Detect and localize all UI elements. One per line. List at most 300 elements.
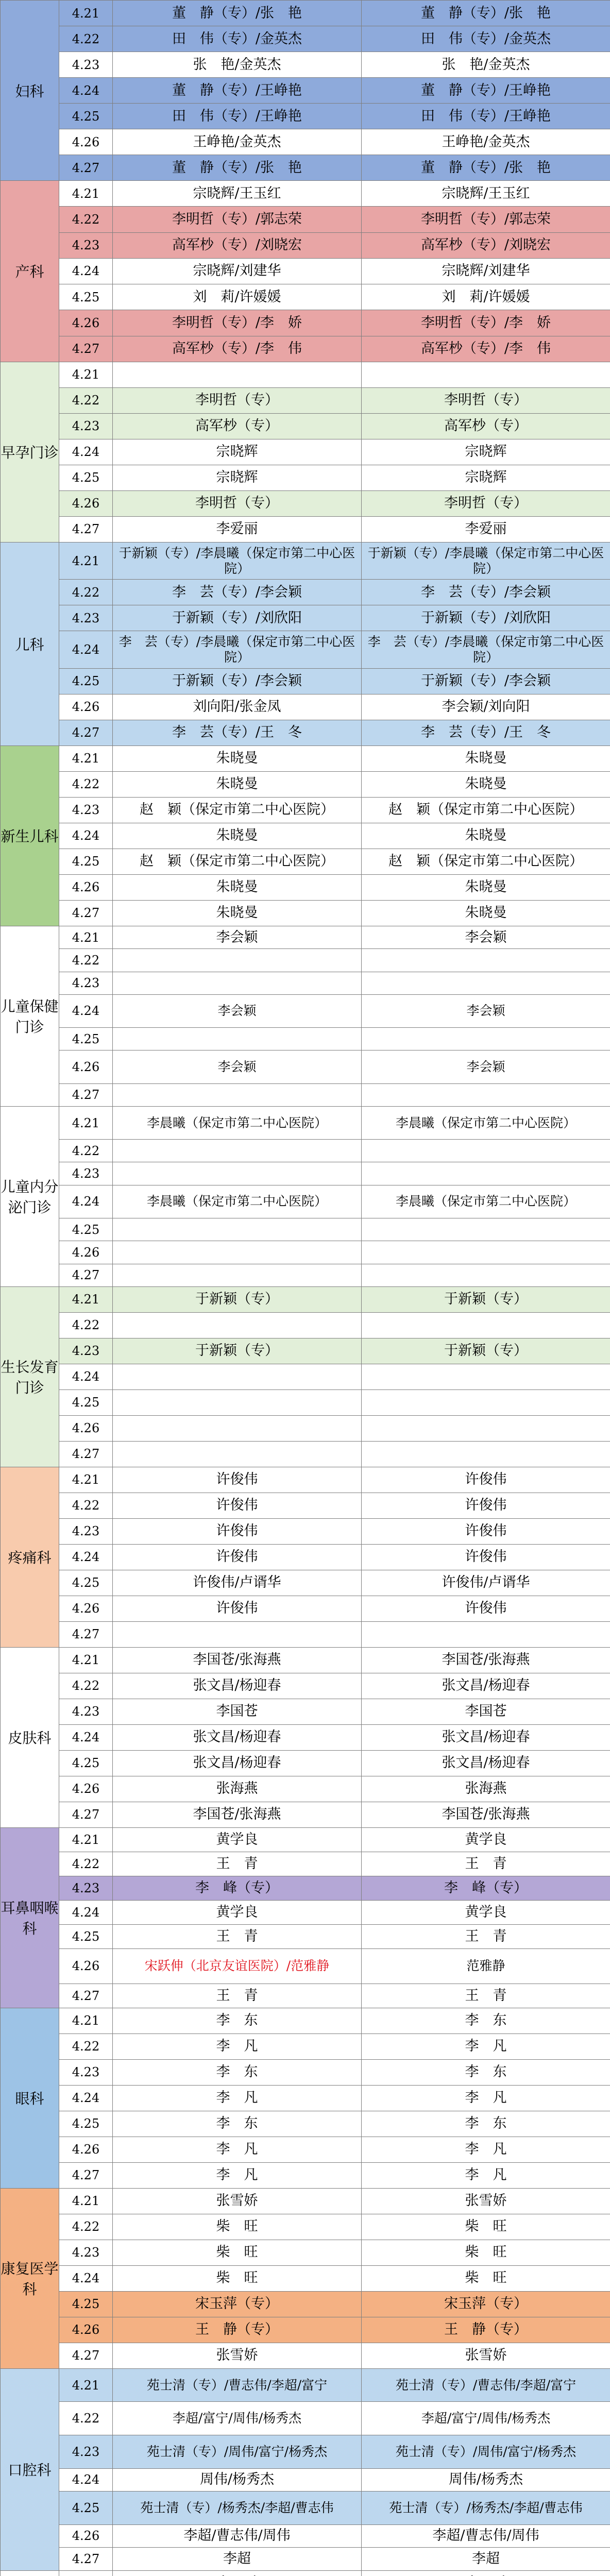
- afternoon-doctor-cell: [362, 1140, 610, 1162]
- morning-doctor-cell: 李 芸（专）/李会颖: [113, 580, 362, 605]
- morning-doctor-cell: 李 东: [113, 2008, 362, 2033]
- morning-doctor-cell: 李 凡: [113, 2085, 362, 2111]
- morning-doctor-cell: 李国苍: [113, 1699, 362, 1724]
- schedule-row: [1, 926, 610, 948]
- afternoon-doctor-cell: 李超/曹志伟/周伟: [362, 2524, 610, 2548]
- date-cell: 4.22: [59, 2402, 113, 2435]
- morning-doctor-cell: 张文昌/杨迎春: [113, 1724, 362, 1750]
- schedule-row: [1, 1338, 610, 1364]
- afternoon-doctor-cell: [362, 1415, 610, 1441]
- date-cell: 4.26: [59, 2317, 113, 2343]
- department-name: 早孕门诊: [1, 362, 59, 542]
- morning-doctor-cell: 李会颖: [113, 994, 362, 1027]
- afternoon-doctor-cell: 宗晓辉: [362, 439, 610, 465]
- morning-doctor-cell: 李晨曦（保定市第二中心医院）: [113, 1106, 362, 1139]
- morning-doctor-cell: 李超/曹志伟/周伟: [113, 2524, 362, 2548]
- afternoon-doctor-cell: 朱晓曼: [362, 900, 610, 926]
- afternoon-doctor-cell: 黄学良: [362, 1827, 610, 1852]
- morning-doctor-cell: 刘向阳/张金凤: [113, 694, 362, 720]
- schedule-row: [1, 1162, 610, 1185]
- schedule-row: [1, 2188, 610, 2214]
- afternoon-doctor-cell: 李 芸（专）/李会颖: [362, 580, 610, 605]
- morning-doctor-cell: 张文昌/杨迎春: [113, 1750, 362, 1776]
- afternoon-doctor-cell: 李晨曦（保定市第二中心医院）: [362, 1185, 610, 1218]
- morning-doctor-cell: 张雪娇: [113, 2188, 362, 2214]
- morning-doctor-cell: 李明哲（专）/郭志荣: [113, 207, 362, 232]
- morning-doctor-cell: 朱晓曼: [113, 900, 362, 926]
- date-cell: 4.23: [59, 605, 113, 631]
- department-name: 妇科: [1, 1, 59, 181]
- afternoon-doctor-cell: 柴 旺: [362, 2214, 610, 2240]
- date-cell: 4.22: [59, 1852, 113, 1876]
- morning-doctor-cell: 赵 颖（保定市第二中心医院）: [113, 849, 362, 874]
- schedule-row: [1, 129, 610, 155]
- afternoon-doctor-cell: 张文昌/杨迎春: [362, 1724, 610, 1750]
- date-cell: 4.25: [59, 1750, 113, 1776]
- afternoon-doctor-cell: [362, 362, 610, 387]
- date-cell: 4.23: [59, 1876, 113, 1900]
- morning-doctor-cell: 苑士清（专）/曹志伟/李超/富宁: [113, 2368, 362, 2402]
- morning-doctor-cell: 柴 旺: [113, 2265, 362, 2291]
- afternoon-doctor-cell: 刘 莉/许媛媛: [362, 284, 610, 310]
- afternoon-doctor-cell: 宗晓辉/刘建华: [362, 258, 610, 284]
- date-cell: 4.25: [59, 104, 113, 129]
- date-cell: 4.23: [59, 2059, 113, 2085]
- afternoon-doctor-cell: [362, 1083, 610, 1106]
- morning-doctor-cell: [113, 1140, 362, 1162]
- department-name: 儿童内分泌门诊: [1, 1106, 59, 1286]
- date-cell: 4.24: [59, 1724, 113, 1750]
- afternoon-doctor-cell: 于新颖（专）/李会颖: [362, 668, 610, 694]
- afternoon-doctor-cell: 许俊伟: [362, 1596, 610, 1621]
- morning-doctor-cell: 许俊伟: [113, 1493, 362, 1518]
- afternoon-doctor-cell: [362, 1389, 610, 1415]
- schedule-row: [1, 1050, 610, 1083]
- afternoon-doctor-cell: 李会颖/刘向阳: [362, 694, 610, 720]
- morning-doctor-cell: 李晨曦（保定市第二中心医院）: [113, 1185, 362, 1218]
- date-cell: 4.24: [59, 2468, 113, 2492]
- schedule-row: [1, 631, 610, 669]
- morning-doctor-cell: [113, 1264, 362, 1286]
- afternoon-doctor-cell: 李 凡: [362, 2137, 610, 2162]
- morning-doctor-cell: [113, 1389, 362, 1415]
- afternoon-doctor-cell: 李 东: [362, 2059, 610, 2085]
- date-cell: 4.27: [59, 1264, 113, 1286]
- date-cell: 4.25: [59, 1924, 113, 1948]
- afternoon-doctor-cell: 董 静（专）/王峥艳: [362, 78, 610, 104]
- afternoon-doctor-cell: 张文昌/杨迎春: [362, 1750, 610, 1776]
- afternoon-doctor-cell: 朱晓曼: [362, 771, 610, 797]
- afternoon-doctor-cell: 张海燕: [362, 1776, 610, 1802]
- date-cell: 4.26: [59, 490, 113, 516]
- afternoon-doctor-cell: 李 芸（专）/王 冬: [362, 720, 610, 745]
- morning-doctor-cell: [113, 1083, 362, 1106]
- morning-doctor-cell: 于新颖（专）/李会颖: [113, 668, 362, 694]
- date-cell: 4.24: [59, 258, 113, 284]
- date-cell: 4.22: [59, 207, 113, 232]
- schedule-row: [1, 745, 610, 771]
- department-name: 新生儿科: [1, 745, 59, 926]
- morning-doctor-cell: [113, 2570, 362, 2576]
- schedule-row: [1, 2111, 610, 2137]
- date-cell: 4.25: [59, 849, 113, 874]
- schedule-row: [1, 1441, 610, 1467]
- afternoon-doctor-cell: 张文昌/杨迎春: [362, 1673, 610, 1699]
- afternoon-doctor-cell: [362, 1241, 610, 1264]
- date-cell: 4.24: [59, 823, 113, 849]
- schedule-row: [1, 2548, 610, 2571]
- schedule-row: [1, 387, 610, 413]
- schedule-row: [1, 994, 610, 1027]
- date-cell: 4.21: [59, 2008, 113, 2033]
- morning-doctor-cell: 李国苍/张海燕: [113, 1647, 362, 1673]
- afternoon-doctor-cell: [362, 1218, 610, 1241]
- morning-doctor-cell: 苑士清（专）/周伟/富宁/杨秀杰: [113, 2435, 362, 2468]
- schedule-row: [1, 2368, 610, 2402]
- date-cell: 4.25: [59, 1218, 113, 1241]
- date-cell: 4.26: [59, 1415, 113, 1441]
- department-name: 口腔科: [1, 2368, 59, 2570]
- afternoon-doctor-cell: 李超/富宁/周伟/杨秀杰: [362, 2402, 610, 2435]
- schedule-row: [1, 605, 610, 631]
- schedule-row: [1, 2468, 610, 2492]
- morning-doctor-cell: 李 东: [113, 2111, 362, 2137]
- schedule-row: [1, 1364, 610, 1389]
- schedule-row: [1, 2492, 610, 2525]
- date-cell: 4.22: [59, 580, 113, 605]
- afternoon-doctor-cell: 赵 颖（保定市第二中心医院）: [362, 849, 610, 874]
- morning-doctor-cell: 董 静（专）/张 艳: [113, 1, 362, 26]
- morning-doctor-cell: 许俊伟: [113, 1518, 362, 1544]
- schedule-row: [1, 2402, 610, 2435]
- schedule-row: [1, 310, 610, 336]
- date-cell: 4.27: [59, 900, 113, 926]
- date-cell: 4.27: [59, 2343, 113, 2368]
- afternoon-doctor-cell: 黄学良: [362, 1900, 610, 1924]
- date-cell: 4.27: [59, 720, 113, 745]
- schedule-row: [1, 78, 610, 104]
- afternoon-doctor-cell: [362, 1621, 610, 1647]
- schedule-row: [1, 1140, 610, 1162]
- schedule-row: [1, 668, 610, 694]
- schedule-row: [1, 207, 610, 232]
- date-cell: 4.21: [59, 1286, 113, 1312]
- morning-doctor-cell: 高军杪（专）/李 伟: [113, 336, 362, 362]
- afternoon-doctor-cell: 王 静（专）: [362, 2317, 610, 2343]
- afternoon-doctor-cell: 王 青: [362, 1924, 610, 1948]
- date-cell: 4.27: [59, 155, 113, 181]
- morning-doctor-cell: 张雪娇: [113, 2343, 362, 2368]
- morning-doctor-cell: 李 凡: [113, 2137, 362, 2162]
- schedule-row: [1, 823, 610, 849]
- morning-doctor-cell: [113, 1241, 362, 1264]
- morning-doctor-cell: 王 青: [113, 1924, 362, 1948]
- afternoon-doctor-cell: 朱晓曼: [362, 745, 610, 771]
- morning-doctor-cell: 李会颖: [113, 926, 362, 948]
- date-cell: 4.23: [59, 2240, 113, 2265]
- date-cell: 4.21: [59, 2188, 113, 2214]
- schedule-row: [1, 52, 610, 78]
- date-cell: 4.23: [59, 972, 113, 994]
- date-cell: 4.22: [59, 26, 113, 52]
- morning-doctor-cell: 田 伟（专）/金英杰: [113, 26, 362, 52]
- morning-doctor-cell: [113, 1218, 362, 1241]
- morning-doctor-cell: 许俊伟: [113, 1544, 362, 1570]
- afternoon-doctor-cell: 董 静（专）/张 艳: [362, 155, 610, 181]
- date-cell: 4.22: [59, 1312, 113, 1338]
- morning-doctor-cell: 柴 旺: [113, 2214, 362, 2240]
- afternoon-doctor-cell: 李 东: [362, 2111, 610, 2137]
- date-cell: 4.25: [59, 668, 113, 694]
- date-cell: 4.26: [59, 1241, 113, 1264]
- morning-doctor-cell: 于新颖（专）/刘欣阳: [113, 605, 362, 631]
- schedule-row: [1, 1876, 610, 1900]
- schedule-row: [1, 2524, 610, 2548]
- date-cell: 4.27: [59, 336, 113, 362]
- afternoon-doctor-cell: 李 东: [362, 2008, 610, 2033]
- schedule-row: [1, 26, 610, 52]
- department-name: 产科: [1, 181, 59, 362]
- schedule-row: [1, 2291, 610, 2317]
- afternoon-doctor-cell: 于新颖（专）: [362, 1286, 610, 1312]
- afternoon-doctor-cell: 王峥艳/金英杰: [362, 129, 610, 155]
- date-cell: 4.22: [59, 1493, 113, 1518]
- schedule-row: [1, 1621, 610, 1647]
- schedule-row: [1, 232, 610, 258]
- date-cell: 4.21: [59, 542, 113, 580]
- schedule-row: [1, 694, 610, 720]
- morning-doctor-cell: 李 东: [113, 2059, 362, 2085]
- afternoon-doctor-cell: 苑士清（专）/周伟/富宁/杨秀杰: [362, 2435, 610, 2468]
- date-cell: 4.21: [59, 1647, 113, 1673]
- date-cell: 4.25: [59, 1389, 113, 1415]
- morning-doctor-cell: 张文昌/杨迎春: [113, 1673, 362, 1699]
- afternoon-doctor-cell: 宗晓辉/王玉红: [362, 181, 610, 207]
- afternoon-doctor-cell: 王 青: [362, 1852, 610, 1876]
- morning-doctor-cell: 李 凡: [113, 2162, 362, 2188]
- afternoon-doctor-cell: [362, 1028, 610, 1050]
- date-cell: 4.25: [59, 2492, 113, 2525]
- afternoon-doctor-cell: 田 伟（专）/金英杰: [362, 26, 610, 52]
- schedule-row: [1, 1493, 610, 1518]
- department-name: 耳鼻咽喉科: [1, 1827, 59, 2008]
- date-cell: 4.21: [59, 362, 113, 387]
- afternoon-doctor-cell: 高军杪（专）/李 伟: [362, 336, 610, 362]
- morning-doctor-cell: 周伟/杨秀杰: [113, 2468, 362, 2492]
- morning-doctor-cell: 董 静（专）/张 艳: [113, 155, 362, 181]
- afternoon-doctor-cell: 张 艳/金英杰: [362, 52, 610, 78]
- afternoon-doctor-cell: 李明哲（专）: [362, 387, 610, 413]
- date-cell: 4.25: [59, 1028, 113, 1050]
- schedule-row: [1, 1852, 610, 1876]
- date-cell: 4.21: [59, 2368, 113, 2402]
- schedule-row: [1, 1467, 610, 1493]
- date-cell: 4.23: [59, 1162, 113, 1185]
- schedule-row: [1, 336, 610, 362]
- afternoon-doctor-cell: 田 伟（专）/王峥艳: [362, 104, 610, 129]
- schedule-row: [1, 2214, 610, 2240]
- morning-doctor-cell: 李明哲（专）/李 娇: [113, 310, 362, 336]
- morning-doctor-cell: [113, 949, 362, 972]
- morning-doctor-cell: 朱晓曼: [113, 771, 362, 797]
- afternoon-doctor-cell: 李会颖: [362, 1050, 610, 1083]
- morning-doctor-cell: 朱晓曼: [113, 874, 362, 900]
- date-cell: 4.24: [59, 2085, 113, 2111]
- schedule-row: [1, 1518, 610, 1544]
- schedule-row: [1, 874, 610, 900]
- morning-doctor-cell: 张海燕: [113, 1776, 362, 1802]
- morning-doctor-cell: 柴 旺: [113, 2240, 362, 2265]
- date-cell: 4.26: [59, 2524, 113, 2548]
- morning-doctor-cell: 许俊伟/卢谞华: [113, 1570, 362, 1596]
- schedule-row: [1, 1106, 610, 1139]
- schedule-row: [1, 2343, 610, 2368]
- date-cell: [59, 2570, 113, 2576]
- morning-doctor-cell: [113, 1415, 362, 1441]
- afternoon-doctor-cell: 李会颖: [362, 926, 610, 948]
- date-cell: 4.27: [59, 2162, 113, 2188]
- morning-doctor-cell: 李会颖: [113, 1050, 362, 1083]
- morning-doctor-cell: 苑士清（专）/杨秀杰/李超/曹志伟: [113, 2492, 362, 2525]
- morning-doctor-cell: 李 芸（专）/王 冬: [113, 720, 362, 745]
- morning-doctor-cell: 许俊伟: [113, 1467, 362, 1493]
- date-cell: 4.22: [59, 1673, 113, 1699]
- afternoon-doctor-cell: 宗晓辉: [362, 465, 610, 490]
- afternoon-doctor-cell: 李国苍: [362, 1699, 610, 1724]
- morning-doctor-cell: 宗晓辉: [113, 465, 362, 490]
- schedule-row: [1, 155, 610, 181]
- date-cell: 4.27: [59, 1621, 113, 1647]
- schedule-row: [1, 1570, 610, 1596]
- schedule-row: [1, 1083, 610, 1106]
- morning-doctor-cell: 王峥艳/金英杰: [113, 129, 362, 155]
- schedule-row: [1, 1647, 610, 1673]
- schedule-row: [1, 2265, 610, 2291]
- afternoon-doctor-cell: 张雪娇: [362, 2188, 610, 2214]
- afternoon-doctor-cell: [362, 1312, 610, 1338]
- morning-doctor-cell: 刘 莉/许媛媛: [113, 284, 362, 310]
- morning-doctor-cell: 李明哲（专）: [113, 387, 362, 413]
- date-cell: 4.24: [59, 2265, 113, 2291]
- morning-doctor-cell: [113, 1028, 362, 1050]
- schedule-row: [1, 181, 610, 207]
- schedule-row: [1, 2317, 610, 2343]
- date-cell: 4.26: [59, 1948, 113, 1984]
- date-cell: 4.22: [59, 2214, 113, 2240]
- morning-doctor-cell: 宗晓辉/王玉红: [113, 181, 362, 207]
- afternoon-doctor-cell: 李 芸（专）/李晨曦（保定市第二中心医院）: [362, 631, 610, 669]
- afternoon-doctor-cell: [362, 2570, 610, 2576]
- schedule-row: [1, 362, 610, 387]
- schedule-row: [1, 1827, 610, 1852]
- schedule-row: [1, 1312, 610, 1338]
- schedule-row: [1, 104, 610, 129]
- schedule-row: [1, 2240, 610, 2265]
- date-cell: 4.22: [59, 387, 113, 413]
- afternoon-doctor-cell: 李国苍/张海燕: [362, 1802, 610, 1827]
- morning-doctor-cell: 王 静（专）: [113, 2317, 362, 2343]
- date-cell: 4.26: [59, 1050, 113, 1083]
- date-cell: 4.23: [59, 413, 113, 439]
- date-cell: 4.21: [59, 745, 113, 771]
- afternoon-doctor-cell: [362, 1364, 610, 1389]
- afternoon-doctor-cell: 李明哲（专）/郭志荣: [362, 207, 610, 232]
- morning-doctor-cell: 赵 颖（保定市第二中心医院）: [113, 797, 362, 823]
- date-cell: 4.23: [59, 1699, 113, 1724]
- afternoon-doctor-cell: 苑士清（专）/曹志伟/李超/富宁: [362, 2368, 610, 2402]
- department-name: 儿科: [1, 542, 59, 745]
- morning-doctor-cell: 董 静（专）/王峥艳: [113, 78, 362, 104]
- date-cell: 4.26: [59, 310, 113, 336]
- schedule-row: [1, 771, 610, 797]
- afternoon-doctor-cell: [362, 1441, 610, 1467]
- date-cell: 4.22: [59, 1140, 113, 1162]
- schedule-row: [1, 1724, 610, 1750]
- date-cell: 4.27: [59, 1083, 113, 1106]
- morning-doctor-cell: 朱晓曼: [113, 745, 362, 771]
- afternoon-doctor-cell: 李明哲（专）: [362, 490, 610, 516]
- afternoon-doctor-cell: 李明哲（专）/李 娇: [362, 310, 610, 336]
- afternoon-doctor-cell: 许俊伟: [362, 1467, 610, 1493]
- morning-doctor-cell: [113, 362, 362, 387]
- department-name: 疼痛科: [1, 1467, 59, 1647]
- date-cell: 4.25: [59, 284, 113, 310]
- date-cell: 4.24: [59, 439, 113, 465]
- morning-doctor-cell: 李 凡: [113, 2033, 362, 2059]
- afternoon-doctor-cell: 于新颖（专）/李晨曦（保定市第二中心医院）: [362, 542, 610, 580]
- morning-doctor-cell: 李超/富宁/周伟/杨秀杰: [113, 2402, 362, 2435]
- department-name: 皮肤科: [1, 1647, 59, 1827]
- schedule-row: [1, 1596, 610, 1621]
- afternoon-doctor-cell: 王 青: [362, 1984, 610, 2008]
- schedule-row: [1, 2033, 610, 2059]
- schedule-row: [1, 797, 610, 823]
- date-cell: 4.24: [59, 994, 113, 1027]
- schedule-row: [1, 490, 610, 516]
- morning-doctor-cell: 李爱丽: [113, 516, 362, 542]
- afternoon-doctor-cell: 李 凡: [362, 2085, 610, 2111]
- schedule-row: [1, 1028, 610, 1050]
- afternoon-doctor-cell: 苑士清（专）/杨秀杰/李超/曹志伟: [362, 2492, 610, 2525]
- schedule-row: [1, 1776, 610, 1802]
- morning-doctor-cell: 宗晓辉/刘建华: [113, 258, 362, 284]
- date-cell: 4.23: [59, 232, 113, 258]
- morning-doctor-cell: 宗晓辉: [113, 439, 362, 465]
- date-cell: 4.27: [59, 516, 113, 542]
- afternoon-doctor-cell: 范雅静: [362, 1948, 610, 1984]
- schedule-row: [1, 1389, 610, 1415]
- date-cell: 4.26: [59, 129, 113, 155]
- department-name: [1, 2570, 59, 2576]
- date-cell: 4.22: [59, 771, 113, 797]
- morning-doctor-cell: 宋跃伸（北京友谊医院）/范雅静: [113, 1948, 362, 1984]
- afternoon-doctor-cell: 张雪娇: [362, 2343, 610, 2368]
- morning-doctor-cell: [113, 1312, 362, 1338]
- afternoon-doctor-cell: 李 峰（专）: [362, 1876, 610, 1900]
- afternoon-doctor-cell: [362, 1264, 610, 1286]
- morning-doctor-cell: 朱晓曼: [113, 823, 362, 849]
- date-cell: 4.26: [59, 2137, 113, 2162]
- schedule-row: [1, 1924, 610, 1948]
- date-cell: 4.26: [59, 694, 113, 720]
- date-cell: 4.24: [59, 631, 113, 669]
- afternoon-doctor-cell: [362, 949, 610, 972]
- morning-doctor-cell: 李国苍/张海燕: [113, 1802, 362, 1827]
- schedule-row: [1, 2008, 610, 2033]
- schedule-row: [1, 972, 610, 994]
- afternoon-doctor-cell: 李国苍/张海燕: [362, 1647, 610, 1673]
- schedule-row: [1, 2570, 610, 2576]
